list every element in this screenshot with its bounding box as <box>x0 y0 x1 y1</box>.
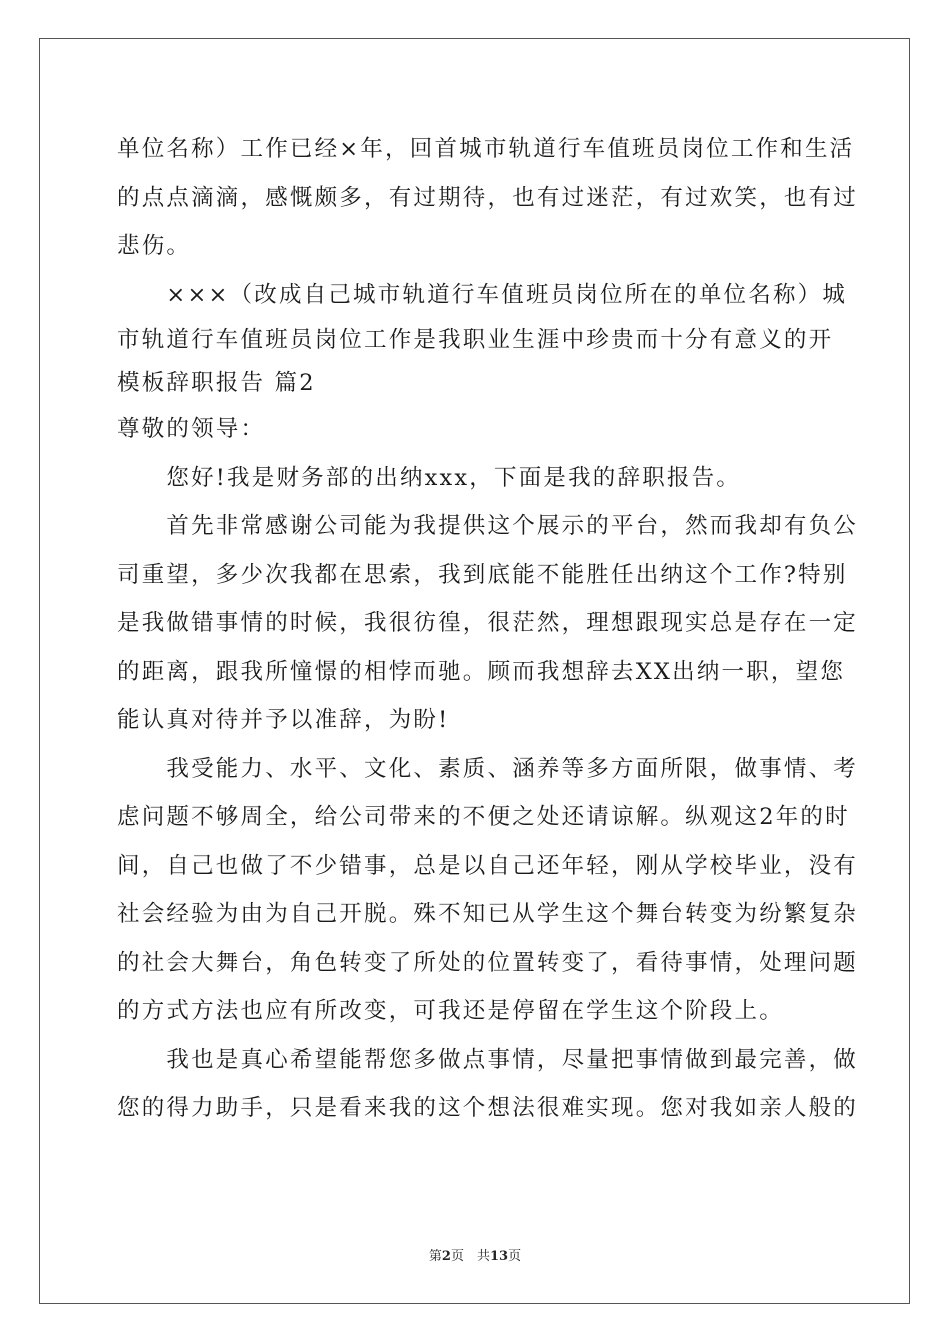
text-line: 是我做错事情的时候，我很彷徨，很茫然，理想跟现实总是存在一定 <box>117 610 859 636</box>
text-line: 司重望，多少次我都在思索，我到底能不能胜任出纳这个工作?特别 <box>117 561 848 588</box>
footer-mid: 页 共 <box>450 1249 490 1264</box>
text-line: 虑问题不够周全，给公司带来的不便之处还请谅解。纵观这2年的时 <box>117 804 850 830</box>
current-page-number: 2 <box>441 1249 451 1264</box>
text-line: 的距离，跟我所憧憬的相悖而驰。顾而我想辞去XX出纳一职，望您 <box>117 658 846 685</box>
text-line: 的社会大舞台，角色转变了所处的位置转变了，看待事情，处理问题 <box>117 949 859 976</box>
salutation: 尊敬的领导： <box>117 416 266 442</box>
text-line: 您的得力助手，只是看来我的这个想法很难实现。您对我如亲人般的 <box>117 1095 859 1121</box>
text-line: 悲伤。 <box>117 233 192 259</box>
text-line: 市轨道行车值班员岗位工作是我职业生涯中珍贵而十分有意义的开 <box>117 327 834 353</box>
section-heading: 模板辞职报告 篇2 <box>117 370 316 396</box>
text-line: 我也是真心希望能帮您多做点事情，尽量把事情做到最完善，做 <box>117 1046 859 1073</box>
text-line: 我受能力、水平、文化、素质、涵养等多方面所限，做事情、考 <box>117 755 859 782</box>
text-line: 首先非常感谢公司能为我提供这个展示的平台，然而我却有负公 <box>117 513 859 539</box>
footer-prefix: 第 <box>428 1249 442 1264</box>
text-line: 能认真对待并予以准辞，为盼! <box>117 707 450 733</box>
footer-suffix: 页 <box>508 1249 522 1264</box>
document-body <box>117 125 859 1133</box>
text-line: 间，自己也做了不少错事，总是以自己还年轻，刚从学校毕业，没有 <box>117 852 859 879</box>
text-line: 单位名称）工作已经×年，回首城市轨道行车值班员岗位工作和生活 <box>117 136 855 162</box>
text-line: 的点点滴滴，感慨颇多，有过期待，也有过迷茫，有过欢笑，也有过 <box>117 184 859 211</box>
text-line: 您好!我是财务部的出纳xxx，下面是我的辞职报告。 <box>117 464 742 491</box>
page-footer <box>0 1245 950 1264</box>
text-line: 的方式方法也应有所改变，可我还是停留在学生这个阶段上。 <box>117 998 784 1024</box>
text-line: 社会经验为由为自己开脱。殊不知已从学生这个舞台转变为纷繁复杂 <box>117 901 859 927</box>
total-pages-number: 13 <box>489 1249 509 1264</box>
text-line: ×××（改成自己城市轨道行车值班员岗位所在的单位名称）城 <box>117 281 848 308</box>
